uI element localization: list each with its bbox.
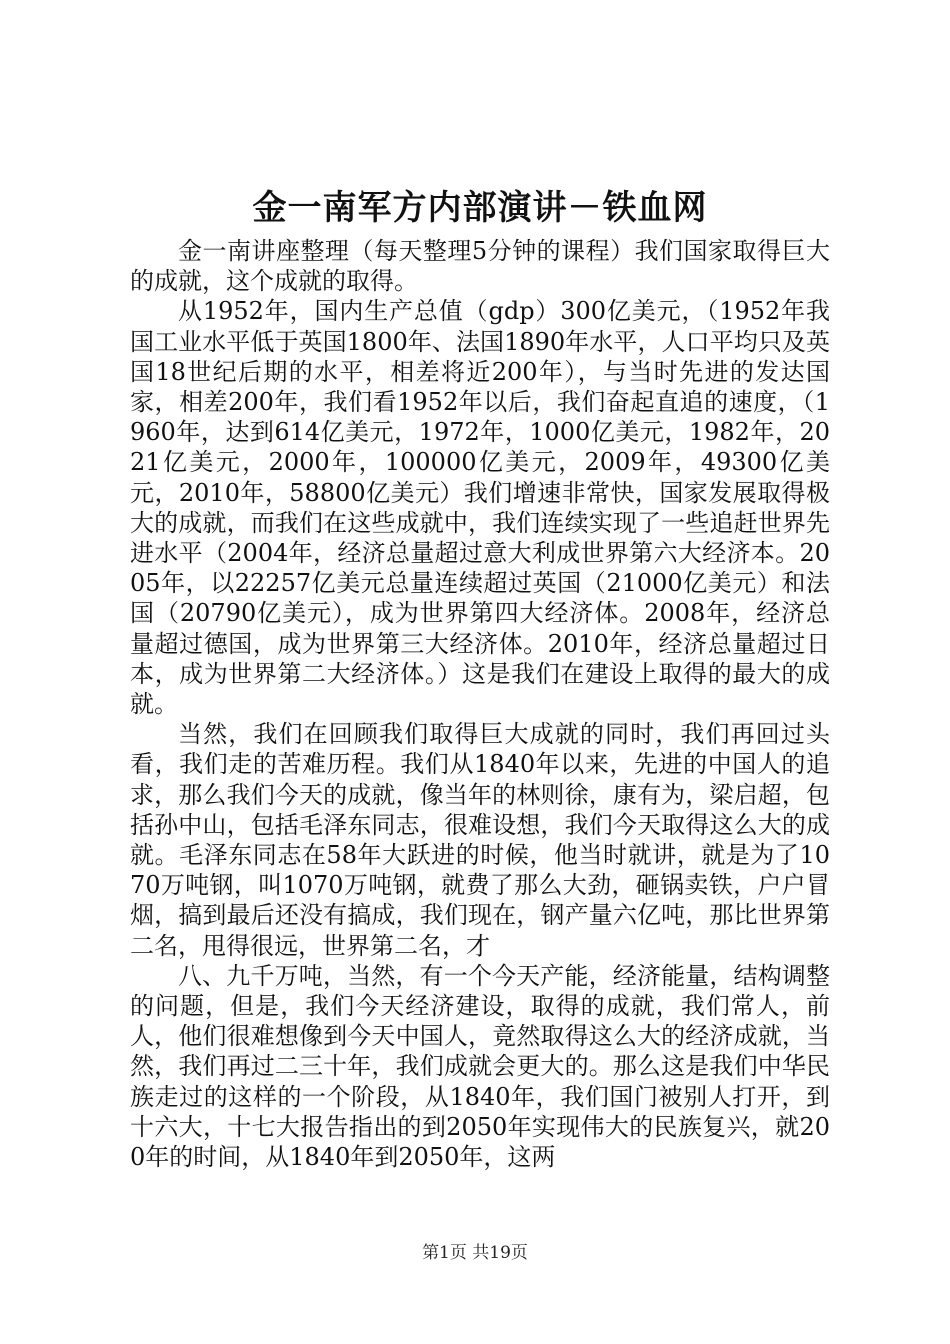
paragraph-1: 金一南讲座整理（每天整理5分钟的课程）我们国家取得巨大的成就，这个成就的取得。 xyxy=(130,237,830,296)
document-title: 金一南军方内部演讲－铁血网 xyxy=(252,188,708,228)
document-body xyxy=(130,236,830,1172)
paragraph-4: 八、九千万吨，当然，有一个今天产能，经济能量，结构调整的问题，但是，我们今天经济建设，取得的成就，我们常人，前人，他们很难想像到今天中国人，竟然取得这么大的经济成就，当然，我们再过二三十年，我们成就会更大的。那么这是我们中华民族走过的这样的一个阶段，从1840年，我们国门被别人打开，到十六大，十七大报告指出的到2050年实现伟大的民族复兴，就200年的时间，从1840年到2050年，这两 xyxy=(130,961,830,1172)
paragraph-3: 当然，我们在回顾我们取得巨大成就的同时，我们再回过头看，我们走的苦难历程。我们从1840年以来，先进的中国人的追求，那么我们今天的成就，像当年的林则徐，康有为，梁启超，包括孙中山，包括毛泽东同志，很难设想，我们今天取得这么大的成就。毛泽东同志在58年大跃进的时候，他当时就讲，就是为了1070万吨钢，叫1070万吨钢，就费了那么大劲，砸锅卖铁，户户冒烟，搞到最后还没有搞成，我们现在，钢产量六亿吨，那比世界第二名，甩得很远，世界第二名，才 xyxy=(130,720,830,960)
page-number-footer: 第1页 共19页 xyxy=(422,1243,528,1263)
paragraph-2: 从1952年，国内生产总值（gdp）300亿美元，（1952年我国工业水平低于英国1800年、法国1890年水平，人口平均只及英国18世纪后期的水平，相差将近200年），与当时先进的发达国家，相差200年，我们看1952年以后，我们奋起直追的速度，（1960年，达到614亿美元，1972年，1000亿美元，1982年，2021亿美元，2000年，100000亿美元，2009年，49300亿美元，2010年，58800亿美元）我们增速非常快，国家发展取得极大的成就，而我们在这些成就中，我们连续实现了一些追赶世界先进水平（2004年，经济总量超过意大利成世界第六大经济本。2005年，以22257亿美元总量连续超过英国（21000亿美元）和法国（20790亿美元），成为世界第四大经济体。2008年，经济总量超过德国，成为世界第三大经济体。2010年，经济总量超过日本，成为世界第二大经济体。）这是我们在建设上取得的最大的成就。 xyxy=(130,297,830,719)
